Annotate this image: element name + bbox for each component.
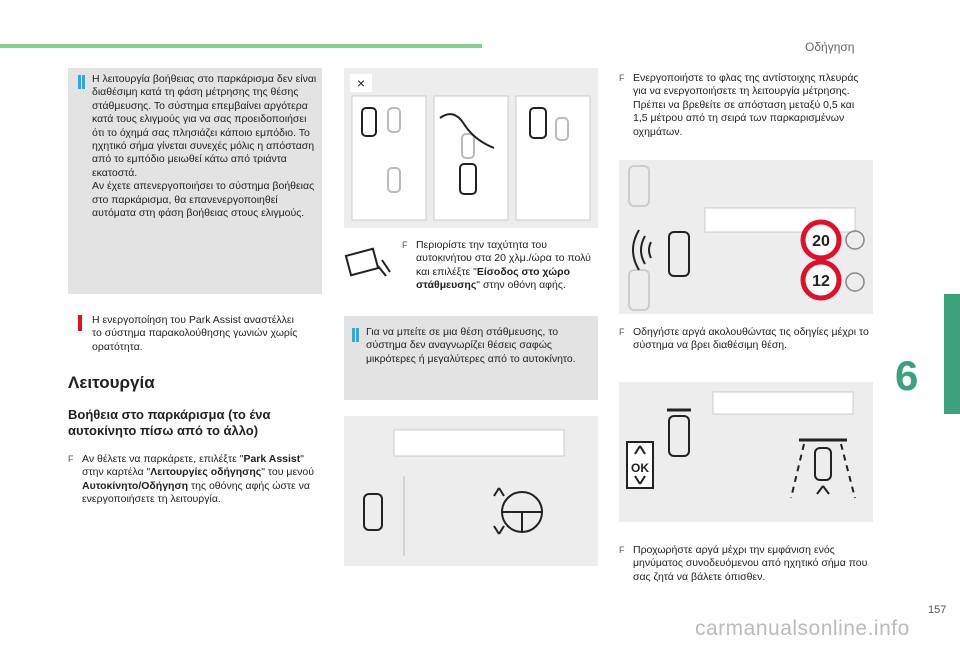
text: μηνύματος συνοδευόμενου από ηχητικό σήμα που [633,557,868,570]
text: Οδηγήστε αργά ακολουθώντας τις οδηγίες μέχρι το [633,326,869,338]
panel [516,96,590,220]
chapter-tab [944,294,960,414]
info-line: από το εμπόδιο μειωθεί κάτω από τριάντα [92,153,287,166]
info-icon [78,75,85,89]
subheading [68,407,271,439]
text-bold: Park Assist [243,453,301,465]
car-icon [629,270,649,310]
panel [394,430,564,456]
text: στην καρτέλα " [82,466,151,479]
text: " του μενού [261,466,314,479]
guidance-lines [791,444,855,498]
info-line: Αν έχετε απενεργοποιήσει το σύστημα βοήθειας [92,180,315,193]
steering-wheel-icon [846,273,864,291]
steering-wheel-icon [846,231,864,249]
text: αυτοκινήτου στα 20 χλμ./ώρα το πολύ [416,252,591,265]
steering-diagram [344,416,598,566]
text: " [300,453,304,465]
watermark: carmanualsonline.info [695,617,910,640]
info-line: στο παρκάρισμα, θα επανενεργοποιηθεί [92,193,278,206]
info-note-middle [352,326,592,366]
text: 1,5 μέτρου από τη σειρά των παρκαρισμένων [633,112,845,125]
chapter-number: 6 [895,352,919,399]
speed-sign-12-label: 12 [812,273,830,290]
step-4 [619,326,879,353]
info-line: αυτόματα στη φάση βοήθειας στους ελιγμούς. [92,207,305,220]
subheading-line: Βοήθεια στο παρκάρισμα (το ένα [68,407,271,422]
info-line: εκατοστά. [92,166,138,179]
step-bullet: F [619,327,625,337]
step-bullet: F [619,545,625,555]
header-bar [0,44,482,48]
step-2 [402,239,592,293]
page-heading: Λειτουργία [68,373,155,392]
warning-icon [78,315,82,331]
text-bold: Αυτοκίνητο/Οδήγηση [82,479,189,492]
figure-speed-limit [619,160,873,314]
step-bullet: F [619,73,625,83]
text: Αν θέλετε να παρκάρετε, επιλέξτε " [82,453,244,465]
car-icon [669,232,689,276]
text: για να ενεργοποιήσετε τη λειτουργία μέτρησης. [633,85,850,98]
speed-diagram [619,160,873,314]
text: οχημάτων. [633,125,683,138]
warning-line: το σύστημα παρακολούθησης γωνιών χωρίς [92,327,298,340]
car-icon [629,166,649,206]
touch-screen-icon [344,246,404,286]
figure-parking-manoeuvre [344,68,598,228]
text: ενεργοποιήσετε τη λειτουργία. [82,493,221,506]
close-icon: × [356,75,366,91]
text: Προχωρήστε αργά μέχρι την εμφάνιση ενός [633,544,835,556]
step-3 [619,72,879,139]
step-5 [619,544,879,584]
info-line: μικρότερες ή μεγαλύτερες από το αυτοκίνητο. [366,352,576,365]
arrow-up-icon [817,486,829,494]
step-bullet: F [68,454,74,464]
info-line: Η λειτουργία βοήθειας στο παρκάρισμα δεν είναι [92,73,317,85]
car-icon [669,416,689,456]
text-bold: στάθμευσης [416,279,477,292]
steering-spokes [502,512,542,532]
arrow-up-icon [494,488,504,496]
text-bold: Είσοδος στο χώρο [476,265,570,278]
info-line: διαθέσιμη κατά τη φάση μέτρησης της θέσης [92,86,299,99]
info-line: Για να μπείτε σε μια θέση στάθμευσης, το [366,326,559,338]
text: και επιλέξτε " [416,265,477,278]
info-line: ηχητικό σήμα γίνεται συνεχές μόλις η απόσταση [92,140,315,153]
info-line: σύστημα δεν αναγνωρίζει θέσεις σαφώς [366,339,552,352]
text-bold: Λειτουργίες οδήγησης [150,466,262,479]
text: Ενεργοποιήστε το φλας της αντίστοιχης πλευράς [633,72,859,84]
info-icon [352,328,359,342]
text: της οθόνης αφής ώστε να [188,479,310,492]
text: σύστημα να βρει διαθέσιμη θέση. [633,339,788,352]
ok-label: OK [631,461,649,475]
info-note [78,73,322,220]
car-icon [815,448,831,480]
arrow-down-icon [494,526,504,534]
figure-ok-guidance [619,382,873,522]
page-number: 157 [928,604,947,616]
section-title: Οδήγηση [805,40,855,54]
figure-steering [344,416,598,566]
warning-line: ορατότητα. [92,340,143,353]
speed-sign-20-label: 20 [812,233,830,250]
text: σας ζητά να βάλετε όπισθεν. [633,570,766,583]
panel [713,392,853,414]
step-1 [68,453,328,507]
guidance-diagram [619,382,873,522]
warning-line: Η ενεργοποίηση του Park Assist αναστέλλει [92,314,294,326]
info-line: στάθμευσης. Το σύστημα επεμβαίνει αργότερα [92,99,308,112]
info-line: κατά τους ελιγμούς για να σας προειδοποιήσει [92,113,307,126]
text: Πρέπει να βρεθείτε σε απόσταση μεταξύ 0,5 και [633,98,855,111]
subheading-line: αυτοκίνητο πίσω από το άλλο) [68,423,259,438]
parking-diagram [344,68,598,228]
car-icon [364,494,382,530]
step-bullet: F [402,240,408,250]
info-line: ότι το όχημά σας πλησιάζει κάποιο εμπόδιο. Το [92,126,310,139]
warning-note [78,314,322,354]
sound-waves-icon [633,230,651,270]
text: Περιορίστε την ταχύτητα του [416,239,547,251]
text: " στην οθόνη αφής. [476,279,566,292]
